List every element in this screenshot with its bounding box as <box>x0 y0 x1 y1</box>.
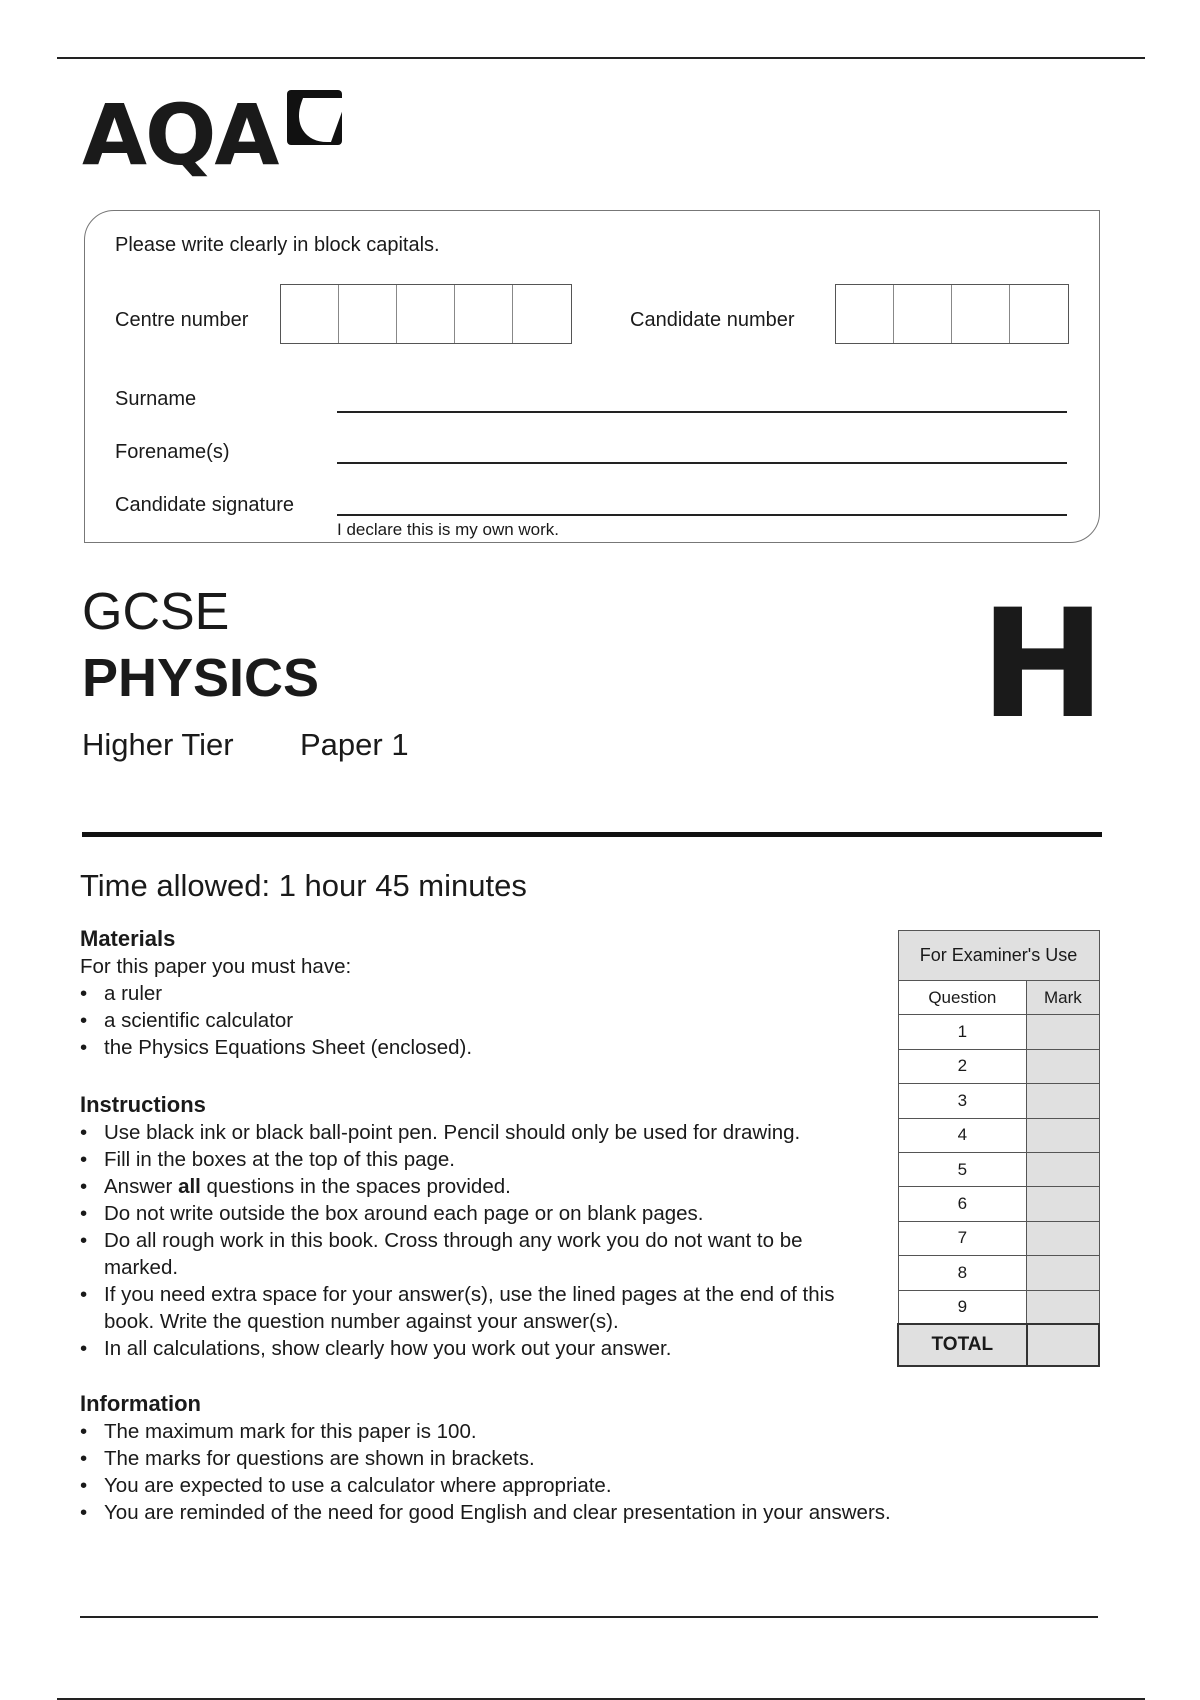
mark-cell <box>1027 1290 1099 1324</box>
signature-field[interactable] <box>337 514 1067 516</box>
mark-cell <box>1027 1187 1099 1221</box>
table-row <box>898 1118 1099 1152</box>
question-number: 3 <box>898 1084 1027 1118</box>
question-number: 9 <box>898 1290 1027 1324</box>
forenames-label: Forename(s) <box>115 441 230 463</box>
question-number: 8 <box>898 1256 1027 1290</box>
information-list <box>80 1418 1080 1526</box>
examiner-table-title: For Examiner's Use <box>898 931 1099 981</box>
subject-title: PHYSICS <box>82 648 320 708</box>
aqa-logo <box>82 88 352 183</box>
bottom-rule <box>80 1616 1098 1618</box>
list-item: • the Physics Equations Sheet (enclosed). <box>80 1034 840 1061</box>
tier-letter: H <box>980 578 1106 752</box>
time-allowed: Time allowed: 1 hour 45 minutes <box>80 868 527 903</box>
materials-heading: Materials <box>80 926 176 951</box>
list-item: • Use black ink or black ball-point pen. Pencil should only be used for drawing. <box>80 1119 880 1146</box>
table-row <box>898 1221 1099 1255</box>
table-row <box>898 1015 1099 1049</box>
list-item: • Fill in the boxes at the top of this page. <box>80 1146 880 1173</box>
thick-divider <box>82 832 1102 837</box>
mark-cell <box>1027 1256 1099 1290</box>
mark-cell <box>1027 1084 1099 1118</box>
instructions-heading: Instructions <box>80 1092 206 1117</box>
text: Answer <box>104 1175 179 1198</box>
list-item: • a ruler <box>80 980 840 1007</box>
question-number: 6 <box>898 1187 1027 1221</box>
list-item: • In all calculations, show clearly how you work out your answer. <box>80 1335 880 1362</box>
mark-cell <box>1027 1049 1099 1083</box>
question-column-header: Question <box>898 981 1027 1015</box>
total-row <box>898 1324 1099 1366</box>
list-item: • The marks for questions are shown in brackets. <box>80 1445 1080 1472</box>
qualification-title: GCSE <box>82 583 230 641</box>
total-label: TOTAL <box>898 1324 1027 1366</box>
block-capitals-instruction: Please write clearly in block capitals. <box>115 234 440 256</box>
question-number: 1 <box>898 1015 1027 1049</box>
aqa-leaf-icon <box>287 90 342 145</box>
logo-text: AQA <box>82 86 278 184</box>
list-item: • If you need extra space for your answer(s), use the lined pages at the end of this book. Write the question number against your answer(s). <box>80 1281 880 1335</box>
tier-label: Higher Tier <box>82 727 234 762</box>
list-item: • The maximum mark for this paper is 100. <box>80 1418 1080 1445</box>
candidate-number-input[interactable] <box>835 284 1069 344</box>
surname-label: Surname <box>115 388 197 410</box>
declaration-text: I declare this is my own work. <box>337 520 560 539</box>
mark-cell <box>1027 1118 1099 1152</box>
total-mark-cell <box>1027 1324 1099 1366</box>
forenames-field[interactable] <box>337 462 1067 464</box>
table-row <box>898 1290 1099 1324</box>
signature-label: Candidate signature <box>115 494 295 516</box>
question-number: 7 <box>898 1221 1027 1255</box>
table-row <box>898 1187 1099 1221</box>
question-number: 4 <box>898 1118 1027 1152</box>
table-row <box>898 1152 1099 1186</box>
mark-cell <box>1027 1221 1099 1255</box>
examiner-use-table <box>897 930 1100 1367</box>
list-item <box>80 1173 880 1200</box>
materials-list <box>80 980 840 1061</box>
materials-intro: For this paper you must have: <box>80 955 352 978</box>
surname-field[interactable] <box>337 411 1067 413</box>
candidate-number-label: Candidate number <box>630 309 795 331</box>
question-number: 2 <box>898 1049 1027 1083</box>
mark-column-header: Mark <box>1027 981 1099 1015</box>
bold-text: all <box>178 1175 201 1198</box>
text: questions in the spaces provided. <box>200 1175 511 1198</box>
centre-number-label: Centre number <box>115 309 249 331</box>
mark-cell <box>1027 1015 1099 1049</box>
table-row <box>898 1084 1099 1118</box>
list-item: • Do all rough work in this book. Cross through any work you do not want to be marked. <box>80 1227 880 1281</box>
table-row <box>898 1049 1099 1083</box>
list-item: • You are expected to use a calculator where appropriate. <box>80 1472 1080 1499</box>
top-rule <box>57 57 1145 59</box>
table-row <box>898 1256 1099 1290</box>
mark-cell <box>1027 1152 1099 1186</box>
centre-number-input[interactable] <box>280 284 572 344</box>
information-heading: Information <box>80 1391 201 1416</box>
list-item: • You are reminded of the need for good English and clear presentation in your answers. <box>80 1499 1080 1526</box>
instructions-list <box>80 1119 880 1362</box>
list-item: • Do not write outside the box around each page or on blank pages. <box>80 1200 880 1227</box>
list-item: • a scientific calculator <box>80 1007 840 1034</box>
paper-label: Paper 1 <box>300 727 409 762</box>
question-number: 5 <box>898 1152 1027 1186</box>
